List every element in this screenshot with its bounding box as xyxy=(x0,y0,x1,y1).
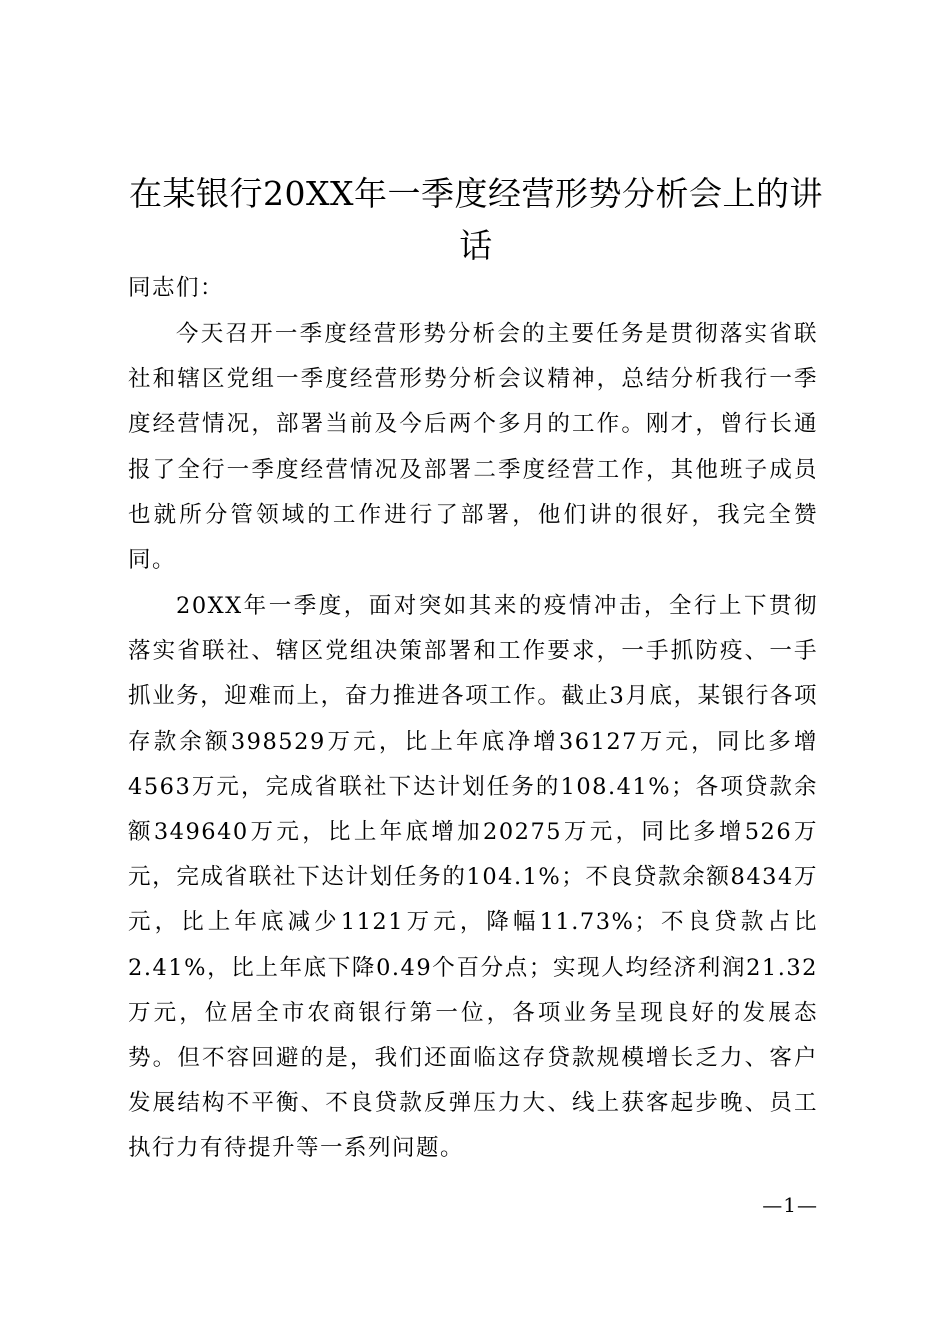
document-title: 在某银行20XX年一季度经营形势分析会上的讲话 xyxy=(129,174,823,265)
salutation: 同志们： xyxy=(128,275,225,301)
page-number: —1— xyxy=(762,1193,818,1217)
body-paragraph: 今天召开一季度经营形势分析会的主要任务是贯彻落实省联社和辖区党组一季度经营形势分析会议精神，总结分析我行一季度经营情况，部署当前及今后两个多月的工作。刚才，曾行长通报了全行一季度经营情况及部署二季度经营工作，其他班子成员也就所分管领域的工作进行了部署，他们讲的很好，我完全赞同。 xyxy=(128,321,818,574)
body-paragraph: 20XX年一季度，面对突如其来的疫情冲击，全行上下贯彻落实省联社、辖区党组决策部署和工作要求，一手抓防疫、一手抓业务，迎难而上，奋力推进各项工作。截止3月底，某银行各项存款余额398529万元，比上年底净增36127万元，同比多增4563万元，完成省联社下达计划任务的108.41%；各项贷款余额349640万元，比上年底增加20275万元，同比多增526万元，完成省联社下达计划任务的104.1%；不良贷款余额8434万元，比上年底减少1121万元，降幅11.73%；不良贷款占比2.41%，比上年底下降0.49个百分点；实现人均经济利润21.32万元，位居全市农商银行第一位，各项业务呈现良好的发展态势。但不容回避的是，我们还面临这存贷款规模增长乏力、客户发展结构不平衡、不良贷款反弹压力大、线上获客起步晚、员工执行力有待提升等一系列问题。 xyxy=(128,593,818,1162)
